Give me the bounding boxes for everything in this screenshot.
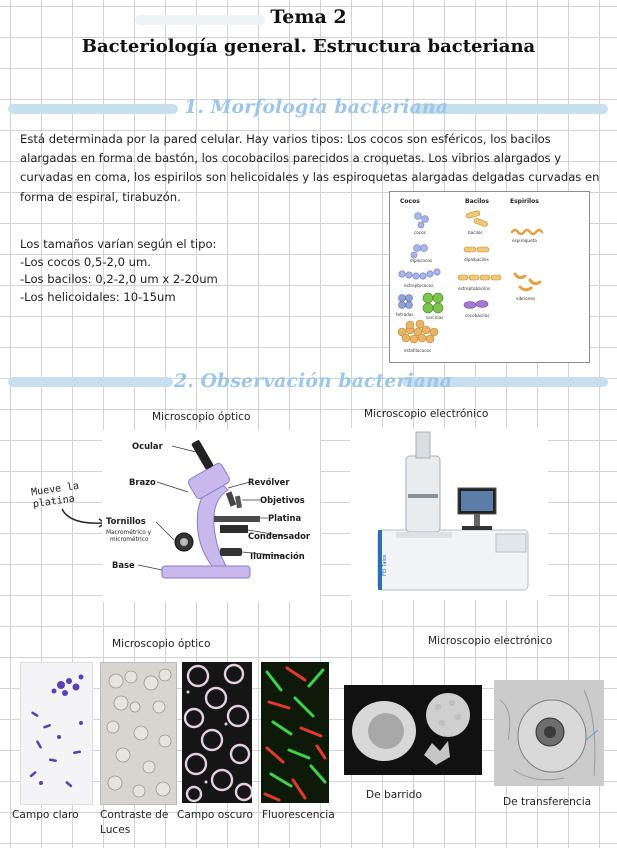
image-fluorescencia	[261, 662, 329, 803]
label-espiroqueta: espiroqueta	[512, 238, 537, 243]
topic-title: Tema 2	[270, 6, 347, 28]
size-helicoidales: -Los helicoidales: 10-15um	[20, 289, 176, 304]
label-contraste-line2: Luces	[100, 824, 131, 836]
note-line-1: Mueve la	[30, 480, 80, 499]
sizes-list	[20, 236, 218, 306]
bacilos-drawing	[458, 210, 501, 280]
figure-col-espirilos: Espirilos	[510, 198, 539, 205]
label-fluorescencia: Fluorescencia	[262, 809, 335, 821]
image-de-transferencia	[494, 680, 604, 786]
electron-microscope-image	[350, 428, 548, 600]
label-estreptobacilos: estreptobacilos	[458, 286, 491, 291]
label-diplobacilos: diplobacilos	[464, 257, 489, 262]
figure-col-cocos: Cocos	[400, 198, 420, 205]
estafilococos-drawing	[398, 320, 438, 343]
section1-title: 1. Morfología bacteriana	[184, 96, 449, 118]
image-de-barrido	[344, 685, 482, 775]
microscope-stage	[214, 516, 260, 522]
image-contraste	[100, 662, 177, 805]
label-tetradas: tetradas	[396, 312, 414, 317]
label-campo-oscuro: Campo oscuro	[177, 809, 253, 821]
label-contraste-line1: Contraste de	[100, 809, 169, 821]
label-estafilococos: estafilococos	[404, 348, 432, 353]
label-diplococos: diplococos	[410, 258, 433, 263]
size-bacilos: -Los bacilos: 0,2-2,0 um x 2-20um	[20, 272, 218, 286]
page-title: Bacteriología general. Estructura bacteriana	[81, 36, 536, 57]
sarcinas-drawing	[423, 293, 443, 313]
note-line-2: platina	[32, 493, 76, 511]
label-campo-claro: Campo claro	[12, 809, 79, 821]
label-contraste	[100, 808, 168, 838]
image-campo-oscuro	[182, 662, 252, 803]
part-tornillos-sub2: micrométrico	[110, 537, 149, 543]
section1-band-left	[8, 104, 178, 114]
vibriones-drawing	[515, 274, 540, 290]
label-estreptococos: estreptococos	[404, 283, 434, 288]
part-objetivos: Objetivos	[260, 495, 305, 505]
label-de-transferencia: De transferencia	[503, 796, 592, 808]
label-de-barrido: De barrido	[366, 789, 422, 801]
tetradas-drawing	[399, 295, 413, 309]
cocobacilos-drawing	[464, 301, 488, 309]
espiroqueta-drawing	[512, 230, 542, 234]
em-brand-text: FEI Talos	[382, 554, 388, 576]
optical-microscope-diagram	[102, 430, 320, 602]
section2-band-left	[8, 377, 173, 387]
electron-microscope-caption: Microscopio electrónico	[364, 408, 489, 420]
label-cocos: cocos	[414, 230, 426, 235]
microscope-light	[220, 548, 242, 556]
cocos-drawing	[399, 213, 440, 280]
label-cocobacilos: cocobacilos	[465, 313, 490, 318]
morphology-figure	[389, 191, 590, 363]
part-platina: Platina	[268, 513, 302, 523]
part-iluminacion: Iluminación	[250, 551, 305, 561]
part-condensador: Condensador	[248, 531, 311, 541]
optical-images-caption: Microscopio óptico	[112, 638, 211, 650]
label-vibriones: vibriones	[516, 296, 536, 301]
label-sarcinas: sarcinas	[426, 315, 444, 320]
optical-microscope-caption: Microscopio óptico	[152, 411, 251, 423]
part-revolver: Revólver	[248, 477, 290, 487]
microscope-condenser	[220, 525, 248, 533]
figure-col-bacilos: Bacilos	[465, 198, 489, 205]
label-bacilos: bacilos	[468, 230, 483, 235]
part-tornillos: Tornillos	[106, 516, 146, 526]
size-cocos: -Los cocos 0,5-2,0 um.	[20, 254, 151, 269]
part-base: Base	[112, 560, 135, 570]
part-tornillos-sub1: Macrométrico y	[106, 530, 152, 536]
microscope-base	[162, 566, 250, 578]
sizes-intro: Los tamaños varían según el tipo:	[20, 237, 217, 251]
image-campo-claro	[20, 662, 93, 805]
eyepiece	[191, 440, 214, 470]
section2-title: 2. Observación bacteriana	[174, 370, 453, 392]
electron-images-caption: Microscopio electrónico	[428, 635, 553, 647]
morphology-paragraph: Está determinada por la pared celular. Hay varios tipos: Los cocos son esféricos, los bacilos alargadas en forma de bastón, los cocobacilos parecidos a croquetas. Los vibrios alargados y curvadas en coma, los espirilos son helicoidales y las espiroquetas alargadas delgadas curvadas en forma de espiral, tirabuzón.	[20, 132, 600, 204]
part-ocular: Ocular	[132, 441, 163, 451]
part-brazo: Brazo	[129, 477, 156, 487]
